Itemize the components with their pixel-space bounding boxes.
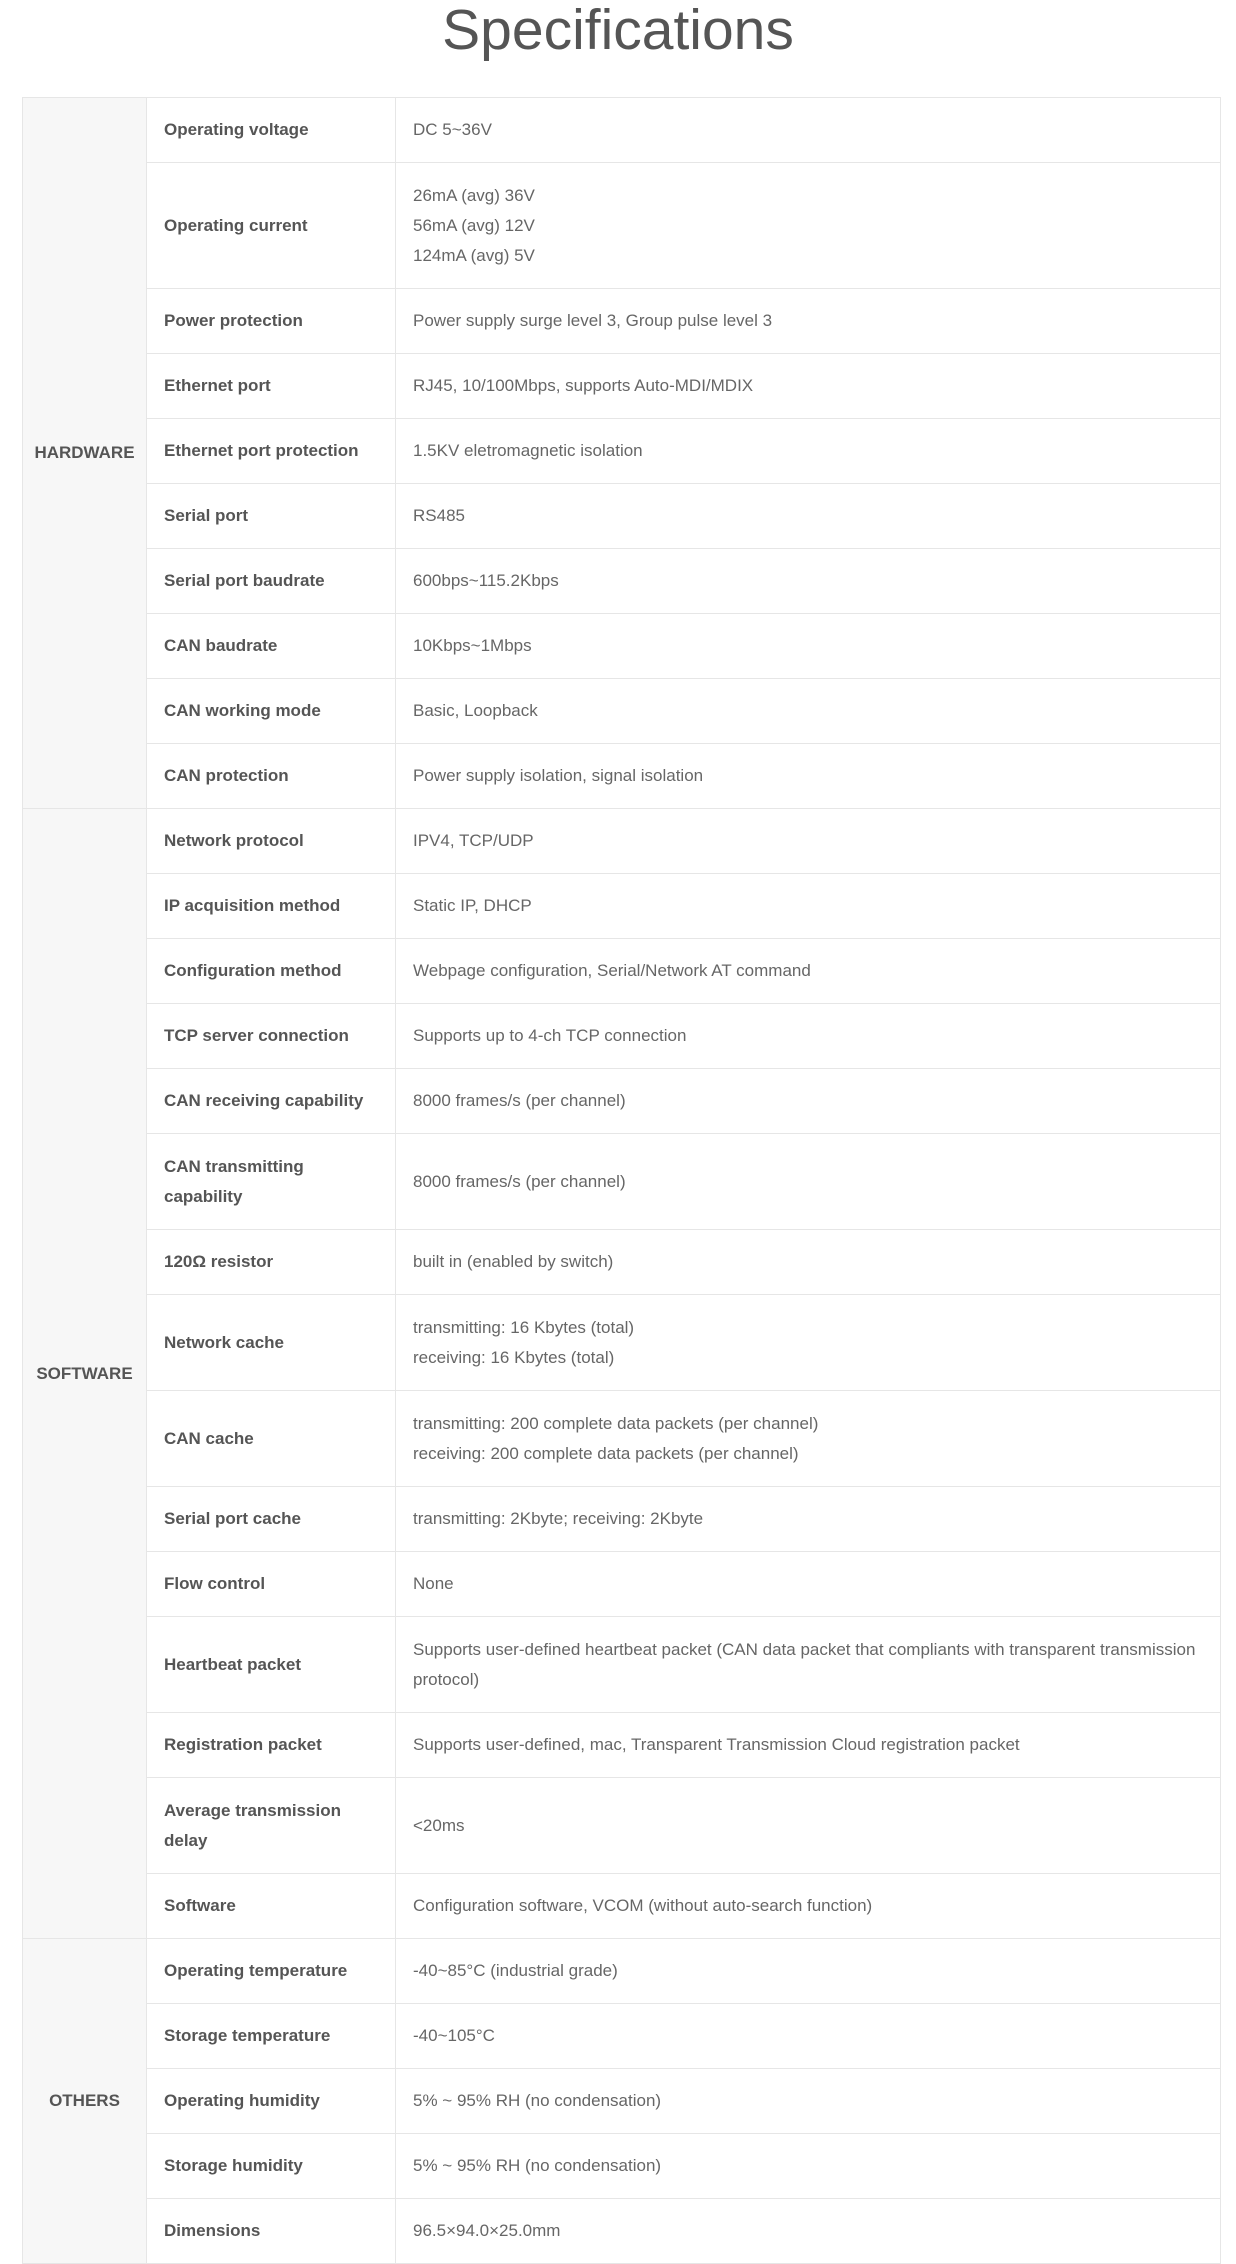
spec-value-line: 5% ~ 95% RH (no condensation) [413, 2156, 662, 2175]
spec-value [396, 939, 1221, 1004]
spec-row [23, 2004, 1221, 2069]
spec-value-line: Basic, Loopback [413, 701, 538, 720]
spec-value [396, 1295, 1221, 1391]
spec-row [23, 1295, 1221, 1391]
specifications-table-body [23, 98, 1221, 2264]
spec-value-line: receiving: 16 Kbytes (total) [413, 1347, 615, 1367]
spec-label: Ethernet port [147, 354, 396, 419]
spec-label: Network cache [147, 1295, 396, 1391]
spec-value-line: <20ms [413, 1815, 465, 1835]
spec-value-line: Supports user-defined, mac, Transparent Transmission Cloud registration packet [413, 1735, 1020, 1754]
spec-value [396, 419, 1221, 484]
spec-value-line: -40~105°C [413, 2026, 495, 2045]
spec-value [396, 2004, 1221, 2069]
spec-value-line: Supports user-defined heartbeat packet (CAN data packet that compliants with transparent transmission protocol) [413, 1639, 1196, 1689]
spec-value-line: Static IP, DHCP [413, 896, 532, 915]
spec-value-line: Supports up to 4-ch TCP connection [413, 1026, 687, 1045]
spec-label: Average transmission delay [147, 1778, 396, 1874]
spec-value [396, 2069, 1221, 2134]
spec-row [23, 354, 1221, 419]
spec-label: Serial port cache [147, 1487, 396, 1552]
spec-value [396, 679, 1221, 744]
spec-value-line: receiving: 200 complete data packets (per channel) [413, 1443, 799, 1463]
spec-label: Operating humidity [147, 2069, 396, 2134]
spec-value-line: transmitting: 2Kbyte; receiving: 2Kbyte [413, 1509, 704, 1528]
spec-value [396, 1069, 1221, 1134]
spec-label: Software [147, 1874, 396, 1939]
page-title: Specifications [442, 0, 794, 62]
spec-value-line: transmitting: 200 complete data packets (per channel) [413, 1413, 819, 1433]
spec-row [23, 1552, 1221, 1617]
spec-row [23, 679, 1221, 744]
spec-value [396, 354, 1221, 419]
spec-value [396, 289, 1221, 354]
spec-value-line: 8000 frames/s (per channel) [413, 1091, 626, 1110]
spec-value [396, 2199, 1221, 2264]
spec-value [396, 1874, 1221, 1939]
spec-value [396, 744, 1221, 809]
spec-value [396, 484, 1221, 549]
spec-label: Registration packet [147, 1713, 396, 1778]
spec-value [396, 1713, 1221, 1778]
spec-value [396, 98, 1221, 163]
spec-row [23, 549, 1221, 614]
spec-row [23, 614, 1221, 679]
spec-value-line: Webpage configuration, Serial/Network AT command [413, 961, 811, 980]
spec-label: Power protection [147, 289, 396, 354]
spec-label: Storage humidity [147, 2134, 396, 2199]
spec-label: CAN cache [147, 1391, 396, 1487]
spec-label: Serial port baudrate [147, 549, 396, 614]
spec-value-line: 96.5×94.0×25.0mm [413, 2221, 561, 2240]
spec-value [396, 1617, 1221, 1713]
spec-label: CAN working mode [147, 679, 396, 744]
spec-value-line: IPV4, TCP/UDP [413, 831, 534, 850]
spec-label: Serial port [147, 484, 396, 549]
spec-value [396, 2134, 1221, 2199]
spec-row [23, 874, 1221, 939]
spec-label: Network protocol [147, 809, 396, 874]
spec-label: Storage temperature [147, 2004, 396, 2069]
spec-label: Operating voltage [147, 98, 396, 163]
spec-value-line: 26mA (avg) 36V [413, 185, 535, 205]
spec-value-line: Power supply surge level 3, Group pulse level 3 [413, 311, 773, 330]
spec-value-line: 124mA (avg) 5V [413, 245, 535, 265]
spec-label: TCP server connection [147, 1004, 396, 1069]
spec-row [23, 1230, 1221, 1295]
spec-value [396, 1778, 1221, 1874]
spec-label: Dimensions [147, 2199, 396, 2264]
spec-value-line: Power supply isolation, signal isolation [413, 766, 704, 785]
spec-label: CAN protection [147, 744, 396, 809]
specifications-table [22, 97, 1221, 2264]
spec-row [23, 1939, 1221, 2004]
spec-value [396, 1391, 1221, 1487]
spec-value [396, 1939, 1221, 2004]
spec-label: IP acquisition method [147, 874, 396, 939]
spec-value [396, 874, 1221, 939]
spec-value-line: RS485 [413, 506, 465, 525]
spec-value [396, 1134, 1221, 1230]
spec-value-line: transmitting: 16 Kbytes (total) [413, 1317, 635, 1337]
spec-label: Configuration method [147, 939, 396, 1004]
spec-row [23, 484, 1221, 549]
spec-label: Operating temperature [147, 1939, 396, 2004]
spec-label: 120Ω resistor [147, 1230, 396, 1295]
spec-row [23, 1391, 1221, 1487]
spec-row [23, 809, 1221, 874]
spec-value-line: RJ45, 10/100Mbps, supports Auto-MDI/MDIX [413, 376, 754, 395]
spec-label: CAN receiving capability [147, 1069, 396, 1134]
spec-value-line: 600bps~115.2Kbps [413, 571, 559, 590]
spec-value [396, 1552, 1221, 1617]
spec-value-line: 10Kbps~1Mbps [413, 636, 532, 655]
spec-value-line: None [413, 1574, 454, 1593]
spec-value-line: built in (enabled by switch) [413, 1252, 614, 1271]
spec-label: CAN transmitting capability [147, 1134, 396, 1230]
spec-label: Ethernet port protection [147, 419, 396, 484]
spec-label: Operating current [147, 163, 396, 289]
spec-value [396, 1487, 1221, 1552]
group-label-software: SOFTWARE [23, 809, 147, 1939]
spec-row [23, 939, 1221, 1004]
spec-row [23, 1617, 1221, 1713]
spec-row [23, 1778, 1221, 1874]
spec-row [23, 1069, 1221, 1134]
spec-row [23, 1134, 1221, 1230]
spec-row [23, 1874, 1221, 1939]
spec-value-line: 8000 frames/s (per channel) [413, 1171, 626, 1191]
spec-value [396, 1230, 1221, 1295]
spec-value [396, 614, 1221, 679]
spec-value-line: -40~85°C (industrial grade) [413, 1961, 618, 1980]
spec-value [396, 1004, 1221, 1069]
spec-row [23, 163, 1221, 289]
spec-row [23, 419, 1221, 484]
spec-label: Flow control [147, 1552, 396, 1617]
spec-value-line: DC 5~36V [413, 120, 492, 139]
spec-row [23, 289, 1221, 354]
spec-value-line: Configuration software, VCOM (without auto-search function) [413, 1896, 873, 1915]
spec-row [23, 2199, 1221, 2264]
spec-value-line: 5% ~ 95% RH (no condensation) [413, 2091, 662, 2110]
spec-row [23, 1713, 1221, 1778]
group-label-hardware: HARDWARE [23, 98, 147, 809]
spec-row [23, 2069, 1221, 2134]
spec-label: CAN baudrate [147, 614, 396, 679]
spec-row [23, 98, 1221, 163]
spec-label: Heartbeat packet [147, 1617, 396, 1713]
spec-value-line: 56mA (avg) 12V [413, 215, 535, 235]
spec-row [23, 2134, 1221, 2199]
spec-row [23, 1487, 1221, 1552]
spec-value [396, 549, 1221, 614]
spec-row [23, 1004, 1221, 1069]
spec-value [396, 163, 1221, 289]
spec-value [396, 809, 1221, 874]
spec-value-line: 1.5KV eletromagnetic isolation [413, 441, 643, 460]
group-label-others: OTHERS [23, 1939, 147, 2264]
spec-row [23, 744, 1221, 809]
